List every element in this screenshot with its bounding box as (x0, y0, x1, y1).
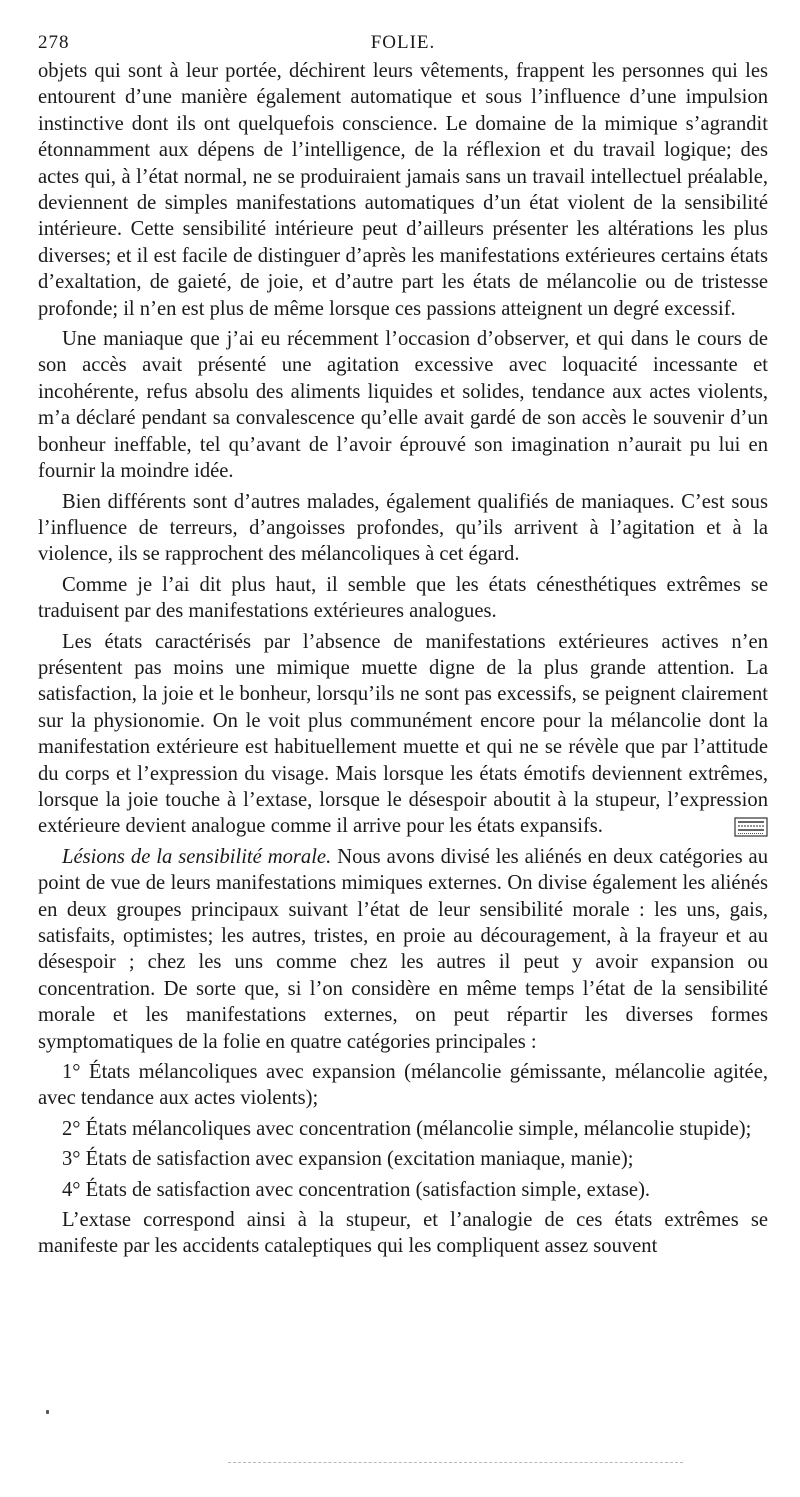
list-item: 2° États mélancoliques avec concentration (mélancolie simple, mélancolie stupide); (62, 1117, 752, 1140)
paragraph-mute-mimicry (38, 629, 768, 840)
running-title: FOLIE. (370, 32, 436, 53)
list-item: 3° États de satisfaction avec expansion (excitation maniaque, manie); (62, 1148, 634, 1171)
printer-ornament-icon (734, 816, 768, 838)
lesions-heading: Lésions de la sensibilité morale. (62, 845, 332, 868)
paragraph-automatic-gestures: objets qui sont à leur portée, déchirent leurs vêtements, frappent les personnes qui les entourent d’une manière également automatique et sous l’influence d’une impulsion instinctive dont ils ont quelquefois conscience. Le domaine de la mimique s’agrandit étonnamment aux dépens de l’intelligence, de la réflexion et du travail logique; des actes qui, à l’état normal, ne se produiraient jamais sans un travail intellectuel préalable, deviennent de simples manifestations automatiques d’un état violent de la sensibilité intérieure. Cette sensibilité intérieure peut d’ailleurs présenter les altérations les plus diverses; et il est facile de distinguer d’après les manifestations extérieures certains états d’exaltation, de gaieté, de joie, et d’autre part les états de mélancolie ou de tristesse profonde; il n’en est plus de même lorsque ces passions atteignent un degré excessif. (38, 60, 768, 320)
paragraph-ecstasy-stupor: L’extase correspond ainsi à la stupeur, et l’analogie de ces états extrêmes se manifeste par les accidents cataleptiques qui les compliquent assez souvent (38, 1209, 768, 1258)
book-page (38, 28, 768, 1260)
mute-mimicry-text: Les états caractérisés par l’absence de manifestations extérieures actives n’en présentent pas moins une mimique muette digne de la plus grande attention. La satisfaction, la joie et le bonheur, lorsqu’ils ne sont pas excessifs, se peignent clairement sur la physionomie. On le voit plus communément encore pour la mélancolie dont la manifestation extérieure est habituellement muette et qui ne se révèle que par l’attitude du corps et l’expression du visage. Mais lorsque les états émotifs deviennent extrêmes, lorsque la joie touche à l’extase, lorsque le désespoir aboutit à la stupeur, l’expression extérieure devient analogue comme il arrive pour les états expansifs. (38, 630, 768, 838)
paragraph-other-patients: Bien différents sont d’autres malades, également qualifiés de maniaques. C’est sous l’influence de terreurs, d’angoisses profondes, qu’ils arrivent à l’agitation et à la violence, ils se rapprochent des mélancoliques à cet égard. (38, 490, 768, 566)
running-head (38, 28, 768, 58)
lesions-text: Nous avons divisé les aliénés en deux catégories au point de vue de leurs manifestations mimiques externes. On divise également les aliénés en deux groupes principaux suivant l’état de leur sensibilité morale : les uns, gais, satisfaits, optimistes; les autres, tristes, en proie au découragement, à la frayeur et au désespoir ; chez les uns comme chez les autres il peut y avoir expansion ou concentration. De sorte que, si l’on considère en même temps l’état de la sensibilité morale et les manifestations externes, on peut répartir les diverses formes symptomatiques de la folie en quatre catégories principales : (38, 845, 768, 1053)
paragraph-maniac-case: Une maniaque que j’ai eu récemment l’occasion d’observer, et qui dans le cours de son accès avait présenté une agitation excessive avec loquacité incessante et incohérente, refus absolu des aliments liquides et solides, tendance aux actes violents, m’a déclaré pendant sa convalescence qu’elle avait gardé de son accès le souvenir d’un bonheur ineffable, tel qu’avant de l’avoir éprouvé son imagination n’aurait pu lui en fournir la moindre idée. (38, 328, 768, 483)
paragraph-lesions-moral-sensibility (38, 844, 768, 1055)
list-item: 4° États de satisfaction avec concentration (satisfaction simple, extase). (62, 1178, 651, 1201)
paragraph-cenesthetic-states: Comme je l’ai dit plus haut, il semble que les états cénesthétiques extrêmes se traduisent par des manifestations extérieures analogues. (38, 573, 768, 623)
page-number: 278 (38, 32, 70, 53)
bottom-rule (228, 1462, 683, 1463)
ink-speck (46, 1410, 49, 1414)
body-text (38, 58, 768, 1260)
list-item: 1° États mélancoliques avec expansion (mélancolie gémissante, mélancolie agitée, avec tendance aux actes violents); (38, 1061, 768, 1110)
